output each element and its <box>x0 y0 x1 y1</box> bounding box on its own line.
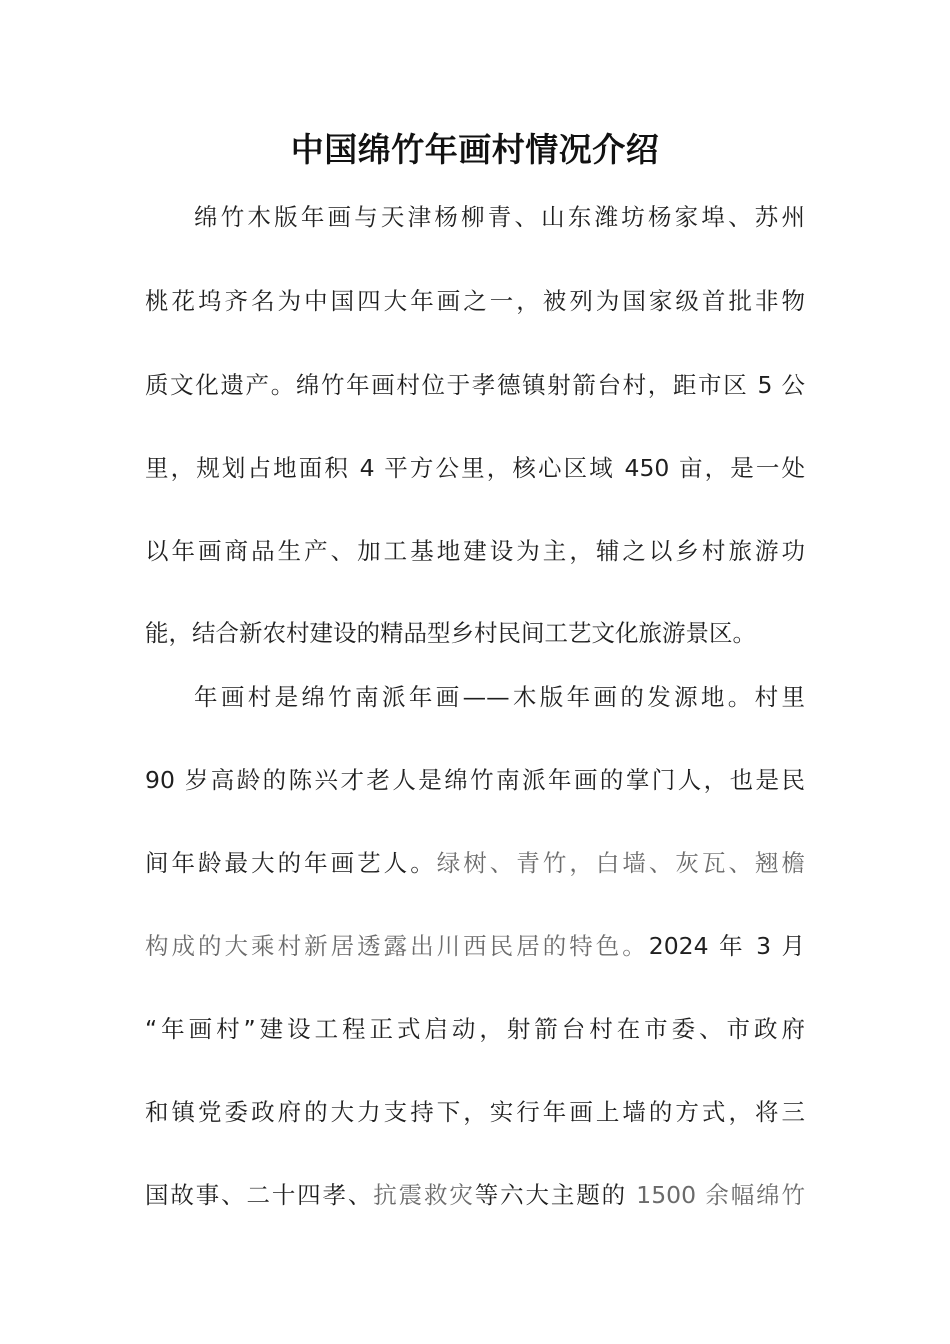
paragraph-2-line-2 <box>145 760 805 800</box>
text-segment: 90 岁高龄的陈兴才老人是绵竹南派年画的掌门人，也是民 <box>145 766 805 794</box>
text-segment: “年画村”建设工程正式启动，射箭台村在市委、市政府 <box>145 1015 805 1043</box>
text-segment: 能，结合新农村建设的精品型乡村民间工艺文化旅游景区。 <box>145 619 756 647</box>
paragraph-2-line-3 <box>145 843 805 883</box>
text-segment: 和镇党委政府的大力支持下，实行年画上墙的方式，将三 <box>145 1098 805 1126</box>
paragraph-2-line-6 <box>145 1092 805 1132</box>
text-segment: 绵竹木版年画与天津杨柳青、山东潍坊杨家埠、苏州 <box>194 203 805 231</box>
paragraph-2-line-4 <box>145 926 805 966</box>
paragraph-1-line-2 <box>145 281 805 321</box>
paragraph-1-line-3 <box>145 365 805 405</box>
text-segment: 以年画商品生产、加工基地建设为主，辅之以乡村旅游功 <box>145 537 805 565</box>
text-segment: 国故事、二十四孝、 <box>145 1181 374 1209</box>
text-segment: 质文化遗产。绵竹年画村位于孝德镇射箭台村，距市区 5 公 <box>145 371 805 399</box>
text-segment-muted: 抗震救灾 <box>373 1181 475 1209</box>
text-segment-muted: 绿树、青竹，白墙、灰瓦、翘檐 <box>436 849 806 877</box>
paragraph-1-line-4 <box>145 448 805 488</box>
text-segment: 里，规划占地面积 4 平方公里，核心区域 450 亩，是一处 <box>145 454 805 482</box>
text-segment-muted: 构成的大乘村新居透露出川西民居的特色。 <box>145 932 649 960</box>
text-segment: 间年龄最大的年画艺人。 <box>145 849 437 877</box>
paragraph-2-line-5 <box>145 1009 805 1049</box>
paragraph-2-line-7 <box>145 1175 805 1215</box>
text-segment: 桃花坞齐名为中国四大年画之一，被列为国家级首批非物 <box>145 287 805 315</box>
document-title: 中国绵竹年画村情况介绍 <box>290 130 660 169</box>
paragraph-1-line-5 <box>145 531 805 571</box>
text-segment: 等六大主题的 <box>474 1181 637 1209</box>
paragraph-1-line-6 <box>145 613 805 653</box>
text-segment: 年画村是绵竹南派年画——木版年画的发源地。村里 <box>194 683 805 711</box>
paragraph-1-line-1 <box>194 197 805 237</box>
text-segment-muted: 1500 余幅绵竹 <box>636 1181 806 1209</box>
paragraph-2-line-1 <box>194 677 805 717</box>
text-segment: 2024 年 3 月 <box>648 932 806 960</box>
